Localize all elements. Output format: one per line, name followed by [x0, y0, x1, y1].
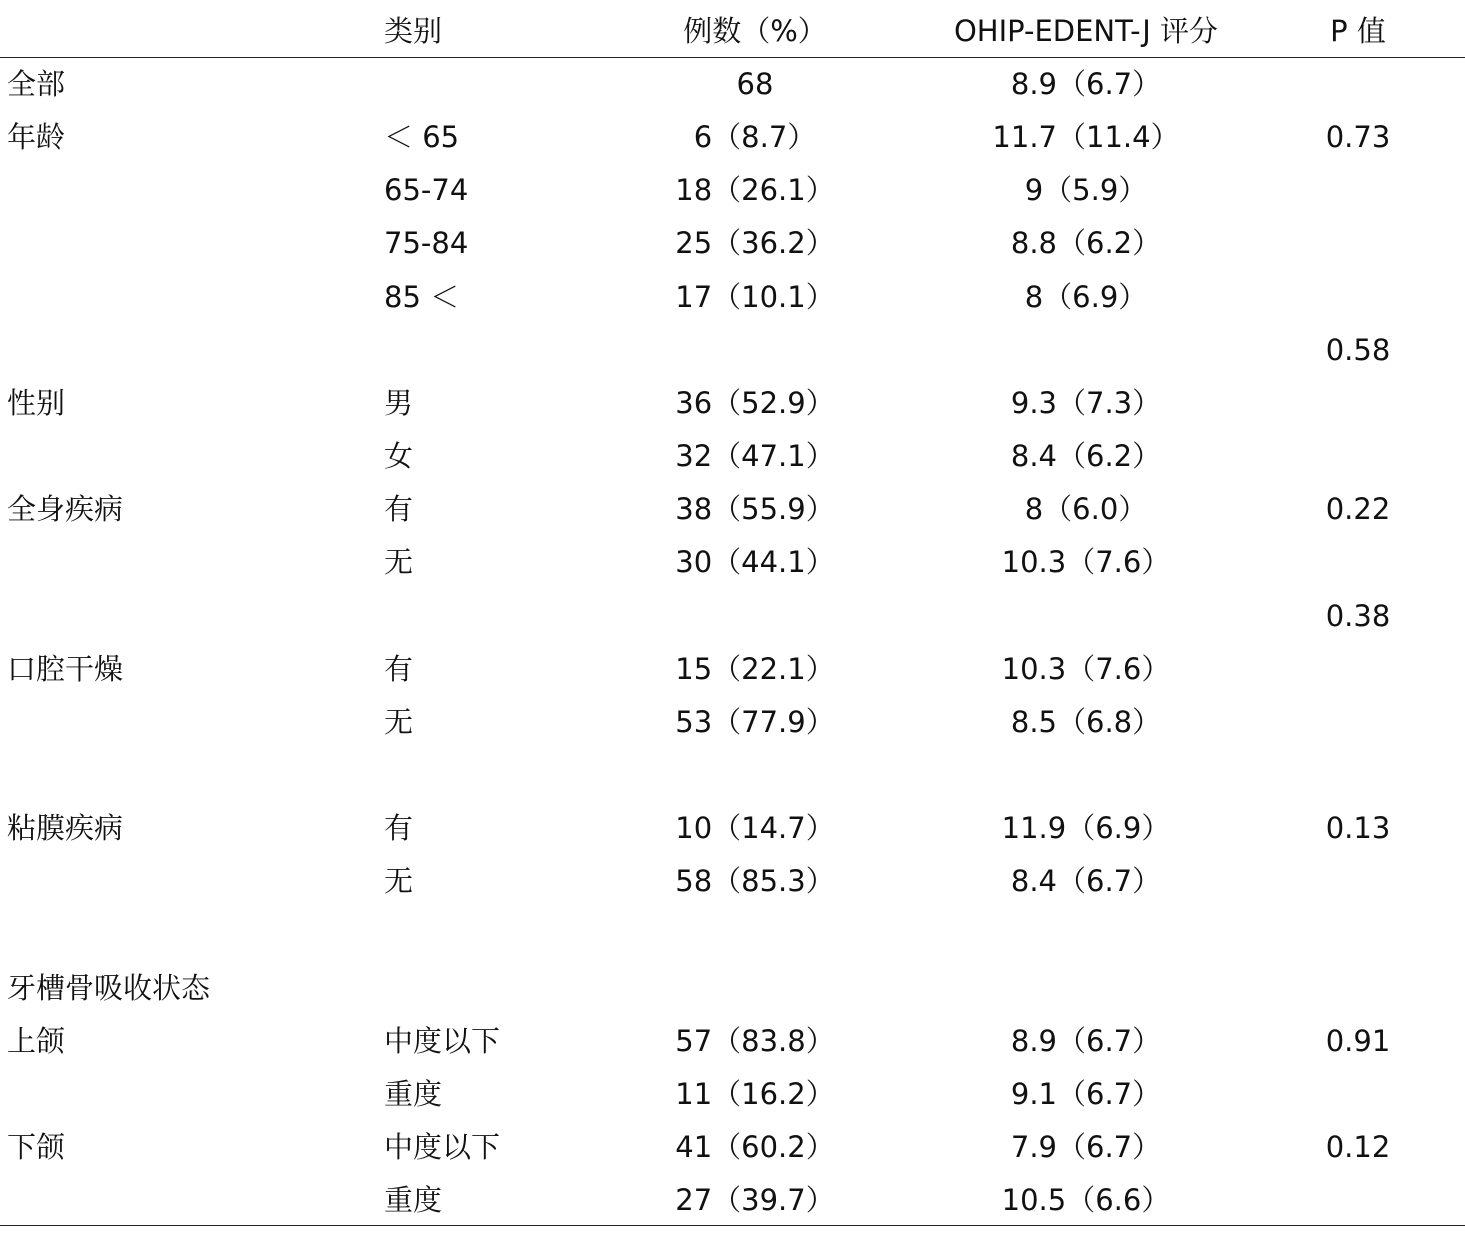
cell-score	[936, 914, 1236, 954]
cell-score: 10.3（7.6）	[1001, 652, 1171, 686]
cell-p-value	[1258, 649, 1458, 689]
cell-category: 有	[384, 652, 414, 686]
cell-count	[605, 330, 905, 370]
cell-category: 无	[384, 545, 414, 579]
table-row	[0, 968, 1465, 1008]
cell-p-value: 0.73	[1325, 120, 1391, 154]
cell-category: 中度以下	[384, 1024, 501, 1058]
table-row	[0, 1074, 1465, 1114]
cell-p-value	[1258, 383, 1458, 423]
table-row	[0, 277, 1465, 317]
cell-count: 41（60.2）	[675, 1130, 835, 1164]
cell-factor: 上颌	[7, 1024, 66, 1058]
cell-factor: 年龄	[7, 120, 66, 154]
cell-category: 重度	[384, 1077, 443, 1111]
cell-score	[936, 330, 1236, 370]
table-row	[0, 914, 1465, 954]
cell-p-value: 0.13	[1325, 811, 1391, 845]
cell-count: 11（16.2）	[675, 1077, 835, 1111]
top-rule	[0, 57, 1465, 58]
cell-p-value	[1258, 702, 1458, 742]
cell-count	[605, 968, 905, 1008]
cell-p-value: 0.58	[1325, 333, 1391, 367]
cell-count: 36（52.9）	[675, 386, 835, 420]
cell-score: 8.9（6.7）	[1010, 1024, 1162, 1058]
cell-category: 85 ＜	[384, 280, 460, 314]
table-row	[0, 755, 1465, 795]
cell-count: 32（47.1）	[675, 439, 835, 473]
cell-category: 女	[384, 439, 414, 473]
table-row	[0, 489, 1465, 529]
table-row	[0, 170, 1465, 210]
table-row	[0, 436, 1465, 476]
cell-p-value: 0.22	[1325, 492, 1391, 526]
cell-p-value	[1258, 277, 1458, 317]
cell-score: 10.5（6.6）	[1001, 1183, 1171, 1217]
cell-p-value: 0.38	[1325, 599, 1391, 633]
cell-score: 9.3（7.3）	[1010, 386, 1162, 420]
cell-count: 18（26.1）	[675, 173, 835, 207]
cell-score: 8（6.0）	[1024, 492, 1148, 526]
cell-score: 8（6.9）	[1024, 280, 1148, 314]
cell-factor: 口腔干燥	[7, 652, 124, 686]
cell-count: 10（14.7）	[675, 811, 835, 845]
cell-score	[936, 596, 1236, 636]
cell-p-value	[1258, 755, 1458, 795]
cell-count: 25（36.2）	[675, 226, 835, 260]
cell-p-value	[1258, 968, 1458, 1008]
cell-p-value	[1258, 1074, 1458, 1114]
cell-score: 9（5.9）	[1024, 173, 1148, 207]
cell-count: 17（10.1）	[675, 280, 835, 314]
cell-factor: 下颌	[7, 1130, 66, 1164]
cell-p-value	[1258, 64, 1458, 104]
cell-score: 10.3（7.6）	[1001, 545, 1171, 579]
cell-score: 7.9（6.7）	[1010, 1130, 1162, 1164]
table-row	[0, 383, 1465, 423]
cell-count	[605, 755, 905, 795]
cell-score: 8.5（6.8）	[1010, 705, 1162, 739]
cell-count: 15（22.1）	[675, 652, 835, 686]
cell-p-value	[1258, 914, 1458, 954]
cell-p-value	[1258, 436, 1458, 476]
table-row	[0, 649, 1465, 689]
cell-factor: 全身疾病	[7, 492, 124, 526]
cell-score: 8.4（6.7）	[1010, 864, 1162, 898]
cell-count	[605, 914, 905, 954]
cell-p-value	[1258, 1180, 1458, 1220]
table-row	[0, 1127, 1465, 1167]
cell-count: 68	[736, 67, 774, 101]
cell-p-value	[1258, 861, 1458, 901]
table-row	[0, 223, 1465, 263]
table-row	[0, 596, 1465, 636]
cell-category: 重度	[384, 1183, 443, 1217]
cell-count: 30（44.1）	[675, 545, 835, 579]
header-pvalue: P 值	[1330, 14, 1386, 48]
header-count: 例数（%）	[683, 14, 827, 48]
cell-count: 57（83.8）	[675, 1024, 835, 1058]
header-score: OHIP-EDENT-J 评分	[953, 14, 1219, 48]
cell-factor: 全部	[7, 67, 66, 101]
cell-p-value: 0.91	[1325, 1024, 1391, 1058]
table-row	[0, 1180, 1465, 1220]
cell-count	[605, 596, 905, 636]
table-row	[0, 861, 1465, 901]
cell-p-value	[1258, 542, 1458, 582]
cell-p-value: 0.12	[1325, 1130, 1391, 1164]
cell-count: 58（85.3）	[675, 864, 835, 898]
cell-factor: 牙槽骨吸收状态	[7, 971, 211, 1005]
cell-count: 27（39.7）	[675, 1183, 835, 1217]
cell-p-value	[1258, 223, 1458, 263]
cell-category: 中度以下	[384, 1130, 501, 1164]
cell-score: 11.7（11.4）	[992, 120, 1180, 154]
cell-score: 8.4（6.2）	[1010, 439, 1162, 473]
table-row	[0, 330, 1465, 370]
cell-score	[936, 755, 1236, 795]
cell-score: 11.9（6.9）	[1001, 811, 1171, 845]
cell-factor: 性别	[7, 386, 66, 420]
cell-score: 8.9（6.7）	[1010, 67, 1162, 101]
header-category: 类别	[384, 14, 443, 48]
cell-score: 9.1（6.7）	[1010, 1077, 1162, 1111]
cell-category: 无	[384, 864, 414, 898]
cell-factor: 粘膜疾病	[7, 811, 124, 845]
table-row	[0, 64, 1465, 104]
table-row	[0, 1021, 1465, 1061]
cell-category: 75-84	[384, 226, 469, 260]
cell-category: 无	[384, 705, 414, 739]
table-row	[0, 702, 1465, 742]
table-row	[0, 808, 1465, 848]
cell-category: 有	[384, 811, 414, 845]
bottom-rule	[0, 1225, 1465, 1226]
cell-count: 6（8.7）	[693, 120, 817, 154]
cell-score: 8.8（6.2）	[1010, 226, 1162, 260]
table-row	[0, 117, 1465, 157]
table-row	[0, 542, 1465, 582]
cell-score	[936, 968, 1236, 1008]
table-header-row	[0, 11, 1465, 51]
cell-count: 53（77.9）	[675, 705, 835, 739]
cell-category: 男	[384, 386, 414, 420]
cell-category: ＜ 65	[384, 120, 460, 154]
cell-category: 65-74	[384, 173, 469, 207]
cell-count: 38（55.9）	[675, 492, 835, 526]
cell-p-value	[1258, 170, 1458, 210]
cell-category: 有	[384, 492, 414, 526]
